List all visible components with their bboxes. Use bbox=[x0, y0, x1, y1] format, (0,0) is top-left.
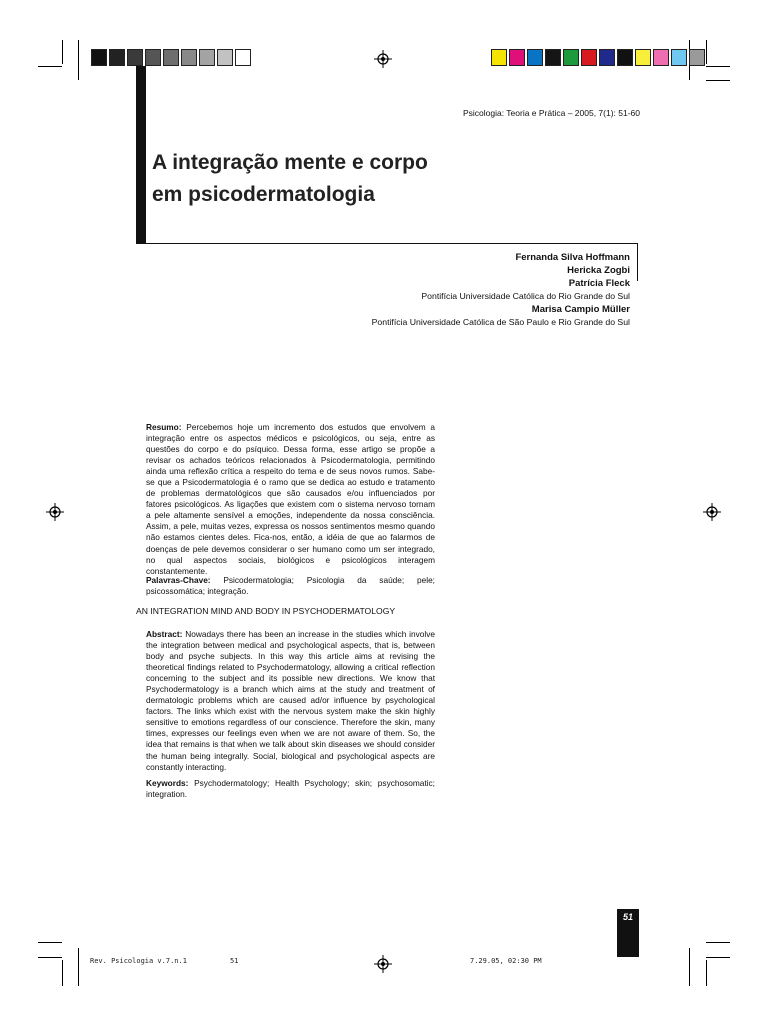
color-swatch bbox=[599, 49, 615, 66]
color-swatch bbox=[235, 49, 251, 66]
author-affiliation: Pontifícia Universidade Católica do Rio Grande do Sul bbox=[421, 291, 630, 301]
registration-mark-icon bbox=[374, 955, 392, 973]
crop-mark bbox=[38, 957, 62, 958]
palavras-chave-label: Palavras-Chave: bbox=[146, 575, 211, 585]
keywords-paragraph bbox=[146, 778, 435, 800]
footer-date: 7.29.05, 02:30 PM bbox=[470, 957, 542, 965]
color-swatch bbox=[145, 49, 161, 66]
color-swatch bbox=[527, 49, 543, 66]
crop-mark bbox=[78, 40, 79, 80]
title-side-bar bbox=[136, 66, 146, 244]
article-title bbox=[152, 147, 612, 211]
color-swatch bbox=[545, 49, 561, 66]
page-number: 51 bbox=[622, 912, 633, 922]
crop-mark bbox=[38, 942, 62, 943]
crop-mark bbox=[706, 80, 730, 81]
registration-mark-icon bbox=[374, 50, 392, 68]
crop-mark bbox=[62, 960, 63, 986]
color-swatch bbox=[217, 49, 233, 66]
crop-mark bbox=[689, 948, 690, 986]
palavras-chave-text: Psicodermatologia; Psicologia da saúde; pele; psicossomática; integração. bbox=[146, 575, 435, 597]
color-swatch bbox=[199, 49, 215, 66]
color-swatch bbox=[163, 49, 179, 66]
author-name: Patrícia Fleck bbox=[568, 278, 630, 289]
color-swatch bbox=[127, 49, 143, 66]
color-swatch bbox=[671, 49, 687, 66]
resumo-label: Resumo: bbox=[146, 422, 182, 432]
journal-reference: Psicologia: Teoria e Prática – 2005, 7(1): 51-60 bbox=[462, 108, 640, 118]
abstract-label: Abstract: bbox=[146, 629, 183, 639]
registration-mark-icon bbox=[46, 503, 64, 521]
author-name: Hericka Zogbi bbox=[567, 265, 630, 276]
crop-mark bbox=[706, 942, 730, 943]
color-swatch bbox=[635, 49, 651, 66]
title-line: A integração mente e corpo bbox=[152, 151, 428, 174]
crop-mark bbox=[78, 948, 79, 986]
footer-page: 51 bbox=[230, 957, 239, 965]
crop-mark bbox=[62, 40, 63, 64]
author-name: Fernanda Silva Hoffmann bbox=[515, 252, 630, 263]
crop-mark bbox=[706, 960, 707, 986]
page-number-tab bbox=[617, 909, 639, 957]
keywords-label: Keywords: bbox=[146, 778, 189, 788]
title-line: em psicodermatologia bbox=[152, 183, 375, 206]
author-list bbox=[300, 251, 630, 329]
abstract-text: Nowadays there has been an increase in the studies which involve the integration between medical and psychological aspects, that is, between body and psyche subjects. In this way this article aims at revising the theoretical findings related to Psychodermatology, allowing a critical reflection concerning to the subject and its possible new directions. We know that Psychodermatology is a branch which aims at the study and treatment of dermatologic problems which are caused ad/or influence by psychological factors. The links which exist with the nervous system make the skin highly sensitive to emotions regardless of our conscience. Therefore the skin, many times, expresses our feelings even when we are not aware of them. So, the idea that remains is that when we talk about skin diseases we should consider the human being integrally. Social, biological and psychological aspects are constantly interacting. bbox=[146, 629, 435, 772]
crop-mark bbox=[706, 957, 730, 958]
resumo-paragraph bbox=[146, 422, 435, 577]
footer-file-name: Rev. Psicologia v.7.n.1 bbox=[90, 957, 187, 965]
color-swatch bbox=[509, 49, 525, 66]
author-name: Marisa Campio Müller bbox=[531, 304, 630, 315]
registration-mark-icon bbox=[703, 503, 721, 521]
keywords-text: Psychodermatology; Health Psychology; skin; psychosomatic; integration. bbox=[146, 778, 435, 800]
crop-mark bbox=[706, 66, 730, 67]
color-swatch bbox=[563, 49, 579, 66]
grayscale-color-bar bbox=[91, 49, 253, 66]
title-divider bbox=[136, 243, 638, 244]
color-swatch bbox=[653, 49, 669, 66]
author-affiliation: Pontifícia Universidade Católica de São Paulo e Rio Grande do Sul bbox=[371, 317, 630, 327]
color-swatch bbox=[181, 49, 197, 66]
resumo-text: Percebemos hoje um incremento dos estudos que envolvem a integração entre os aspectos médicos e psicológicos, ou seja, entre as questões do corpo e do psíquico. Dessa forma, esse artigo se propõe a revisar os achados teóricos relacionados à Psicodermatologia, permitindo ainda uma reflexão crítica a respeito do tema e de seus novos rumos. Sabe-se que a Psicodermatologia é o ramo que se dedica ao estudo e tratamento de problemas dermatológicos que são causados e/ou influenciados por fatores psicológicos. As ligações que existem com o sistema nervoso tornam a pele altamente sensível a emoções, independente da nossa consciência. Assim, a pele, muitas vezes, expressa os nossos sentimentos mesmo quando não estamos cientes deles. Fica-nos, então, a idéia de que ao falarmos de doenças de pele devemos considerar o ser humano como um ser integrado, no qual aspectos sociais, biológicos e psicológicos interagem constantemente. bbox=[146, 422, 435, 576]
abstract-paragraph bbox=[146, 629, 435, 773]
color-swatch bbox=[109, 49, 125, 66]
palavras-chave-paragraph bbox=[146, 575, 435, 597]
crop-mark bbox=[38, 66, 62, 67]
process-color-bar bbox=[491, 49, 707, 66]
color-swatch bbox=[491, 49, 507, 66]
color-swatch bbox=[617, 49, 633, 66]
author-divider bbox=[637, 243, 638, 281]
english-title: AN INTEGRATION MIND AND BODY IN PSYCHODERMATOLOGY bbox=[136, 606, 396, 616]
color-swatch bbox=[689, 49, 705, 66]
color-swatch bbox=[581, 49, 597, 66]
color-swatch bbox=[91, 49, 107, 66]
